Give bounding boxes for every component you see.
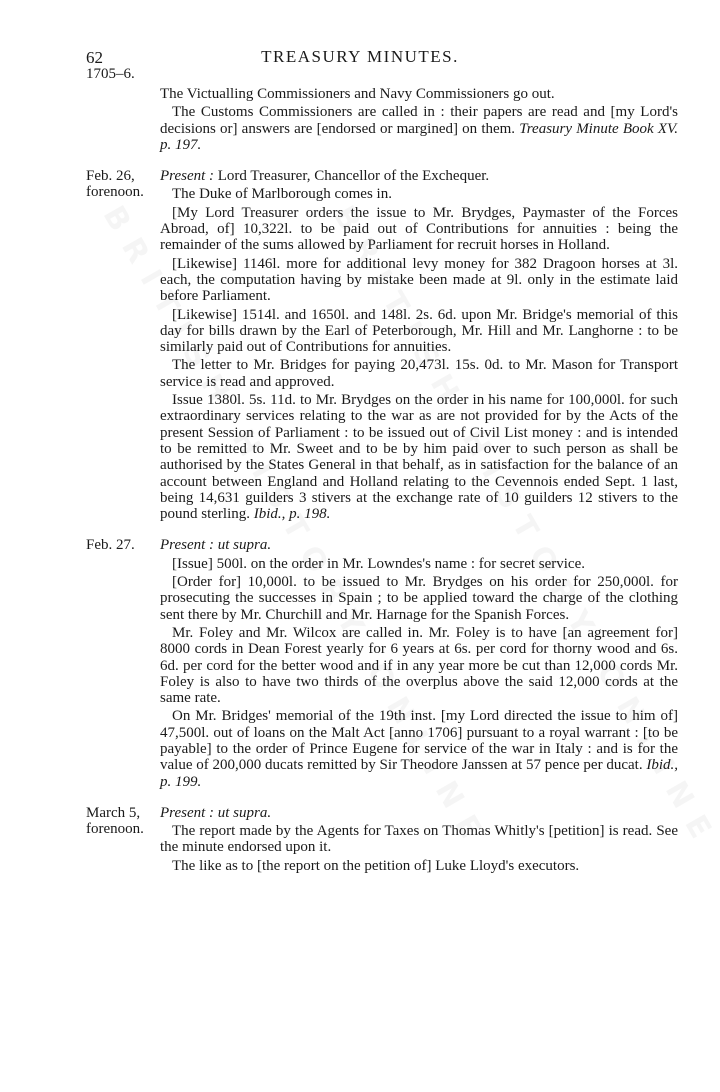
paragraph: [Likewise] 1514l. and 1650l. and 148l. 2s. 6d. upon Mr. Bridge's memorial of this day for bills drawn by the Earl of Peterborough, Mr. Hill and Mr. Langhorne : to be similarly paid out of Contributions for annuities. bbox=[160, 306, 678, 356]
paragraph bbox=[160, 805, 678, 821]
paragraph: The Victualling Commissioners and Navy Commissioners go out. bbox=[160, 86, 555, 102]
paragraph: On Mr. Bridges' memorial of the 19th inst. [my Lord directed the issue to him of] 47,500l. out of loans on the Malt Act [anno 1706] pursuant to a royal warrant : [to be payable] to the order of Prince Eugene for service of the war in Italy : and is for the value of 200,000 ducats remitted by Sir Theodore Janssen at 57 pence per ducat. Ibid., p. 199. bbox=[160, 708, 679, 790]
paragraph: Mr. Foley and Mr. Wilcox are called in. Mr. Foley is to have [an agreement for] 8000 cords in Dean Forest yearly for 6 years at 6s. per cord for thorny wood and 6s. 6d. per cord for the better wood and if in any year more be cut than 12,000 cords Mr. Foley is also to have two thirds of the overplus above the said 12,000 cords at the same rate. bbox=[160, 624, 678, 707]
entry-section bbox=[86, 168, 678, 524]
entry-body bbox=[160, 805, 678, 876]
running-title: TREASURY MINUTES. bbox=[261, 47, 459, 66]
reference: Ibid., p. 199. bbox=[160, 757, 679, 790]
present-label: Present : bbox=[160, 168, 215, 185]
paragraph: The Customs Commissioners are called in : their papers are read and [my Lord's decisions or] answers are [endorsed or margined] on them. Treasury Minute Book XV. p. 197. bbox=[160, 104, 678, 153]
entry-date: Feb. 27. bbox=[86, 537, 135, 554]
entry-date bbox=[86, 86, 160, 155]
entry-date: March 5, forenoon. bbox=[86, 804, 144, 837]
present-label: Present : ut supra. bbox=[160, 804, 272, 821]
paragraph: [Issue] 500l. on the order in Mr. Lowndes's name : for secret service. bbox=[172, 555, 585, 572]
present-label: Present : ut supra. bbox=[160, 537, 272, 554]
entry-section bbox=[86, 537, 678, 791]
paragraph: The Duke of Marlborough comes in. bbox=[172, 186, 392, 203]
entry-body bbox=[160, 537, 678, 791]
paragraph bbox=[160, 537, 678, 553]
year-label: 1705–6. bbox=[86, 66, 135, 82]
entry-date: Feb. 26, forenoon. bbox=[86, 168, 144, 201]
reference: Treasury Minute Book XV. p. 197. bbox=[160, 120, 678, 153]
entry-section bbox=[86, 86, 678, 155]
reference: Ibid., p. 198. bbox=[253, 506, 331, 523]
entry-section bbox=[86, 805, 678, 876]
paragraph: [My Lord Treasurer orders the issue to Mr. Brydges, Paymaster of the Forces Abroad, of] 10,322l. to be paid out of Contributions for annuities : being the remainder of the sums allowed by Parliament for recruit horses in Holland. bbox=[160, 204, 678, 254]
entry-body bbox=[160, 86, 678, 155]
paragraph: [Likewise] 1146l. more for additional levy money for 382 Dragoon horses at 3l. each, the computation having by mistake been made at 9l. only in the estimate laid before Parliament. bbox=[160, 255, 678, 305]
paragraph: Present : Lord Treasurer, Chancellor of the Exchequer. bbox=[160, 168, 490, 185]
entry-body bbox=[160, 168, 678, 524]
paragraph: [Order for] 10,000l. to be issued to Mr. Brydges on his order for 250,000l. for prosecuting the successes in Spain ; to be applied toward the charge of the clothing sent there by Mr. Churchill and Mr. Harnage for the Spanish Forces. bbox=[160, 574, 678, 623]
paragraph: The like as to [the report on the petition of] Luke Lloyd's executors. bbox=[172, 857, 580, 874]
paragraph: Issue 1380l. 5s. 11d. to Mr. Brydges on the order in his name for 100,000l. for such extraordinary services relating to the war as are not provided for by the Acts of the present Session of Parliament : to be issued out of Civil List money : and is intended to be remitted to Mr. Sweet and to be by him paid over to such person as shall be authorised by the States General in that behalf, as in satisfaction for the balance of an account between England and Holland relating to the Cevennois ended Sept. 1 last, being 14,631 guilders 3 stivers at the exchange rate of 10 guilders 12 stivers to the pound sterling. Ibid., p. 198. bbox=[160, 392, 678, 523]
paragraph: The report made by the Agents for Taxes on Thomas Whitly's [petition] is read. See the minute endorsed upon it. bbox=[160, 823, 678, 856]
page-number: 62 bbox=[86, 48, 103, 67]
paragraph: The letter to Mr. Bridges for paying 20,473l. 15s. 0d. to Mr. Mason for Transport service is read and approved. bbox=[160, 357, 678, 390]
page-body bbox=[86, 86, 678, 889]
